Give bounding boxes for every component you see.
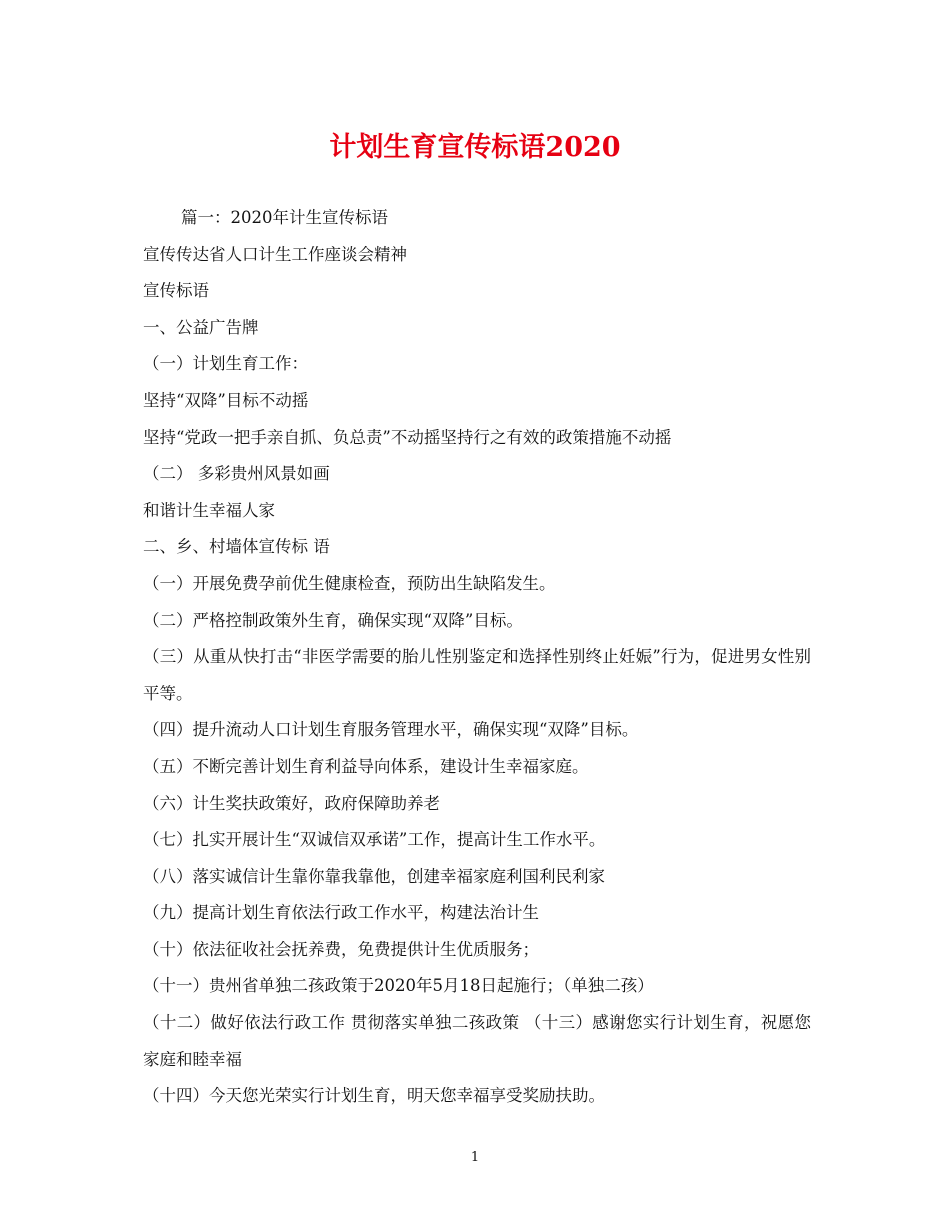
page-number: 1 (470, 1150, 480, 1165)
text-line: 宣传标语 (143, 281, 209, 301)
text-line: 一、公益广告牌 (143, 317, 259, 337)
text-line: （五）不断完善计划生育利益导向体系，建设计生幸福家庭。 (143, 756, 589, 776)
text-line: （十一）贵州省单独二孩政策于2020年5月18日起施行；（单独二孩） (143, 976, 654, 996)
text-line: （一）开展免费孕前优生健康检查，预防出生缺陷发生。 (143, 573, 556, 593)
text-line: 坚持“双降”目标不动摇 (143, 390, 309, 410)
text-line: （二） 多彩贵州风景如画 (143, 464, 330, 484)
document-title: 计划生育宣传标语2020 (329, 132, 621, 163)
text-line: （九）提高计划生育依法行政工作水平，构建法治计生 (143, 903, 539, 923)
text-line: 和谐计生幸福人家 (143, 500, 275, 520)
text-line: （八）落实诚信计生靠你靠我靠他，创建幸福家庭利国利民利家 (143, 866, 605, 886)
text-line: 宣传传达省人口计生工作座谈会精神 (143, 244, 407, 264)
text-line: （十）依法征收社会抚养费，免费提供计生优质服务； (143, 939, 539, 959)
text-line: （四）提升流动人口计划生育服务管理水平，确保实现“双降”目标。 (143, 720, 639, 740)
text-line: （六）计生奖扶政策好，政府保障助养老 (143, 793, 440, 813)
text-line: 坚持“党政一把手亲自抓、负总责”不动摇坚持行之有效的政策措施不动摇 (143, 427, 672, 447)
text-line: （一）计划生育工作： (143, 354, 308, 374)
document-body (143, 200, 811, 1115)
text-line: 二、乡、村墙体宣传标 语 (143, 537, 330, 557)
text-line: （十二）做好依法行政工作 贯彻落实单独二孩政策 （十三）感谢您实行计划生育，祝愿您家庭和睦幸福 (143, 1013, 811, 1069)
section-heading: 篇一：2020年计生宣传标语 (181, 208, 388, 227)
text-line: （三）从重从快打击“非医学需要的胎儿性别鉴定和选择性别终止妊娠”行为，促进男女性别平等。 (143, 647, 811, 703)
text-line: （十四）今天您光荣实行计划生育，明天您幸福享受奖励扶助。 (143, 1086, 605, 1106)
text-line: （二）严格控制政策外生育，确保实现“双降”目标。 (143, 610, 523, 630)
text-line: （七）扎实开展计生“双诚信双承诺”工作，提高计生工作水平。 (143, 830, 606, 850)
